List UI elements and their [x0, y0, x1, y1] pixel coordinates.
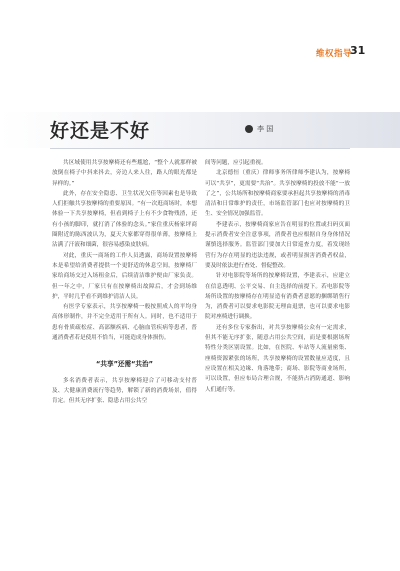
- paragraph: 还有多位专家指出，对共享按摩椅公众有一定需求，但其不能无序扩张，随意占用公共空间，而是要根据场所特性分类区别设置。比如，在医院、车站等人流量密集、座椅资源紧张的场所，共享按摩椅的设置数量应适度，且应设置在相关边缘、角落地带；商场、影院等商业场所，可以设置，但应布局合理合规，不能挤占消防通道、影响人们通行等。: [205, 324, 350, 393]
- paragraph: 对此，重庆一商场的工作人员透露，商场设置按摩椅本是希望给消费者提供一个更舒适的休息空间，按摩椅厂家给商场交过入场租金后，后续清洁维护便由厂家负责。但一年之中，厂家只有在按摩椅出故障后，才会到场维护，平时几乎看不到维护清洁人员。: [52, 252, 197, 300]
- author-name: 李 国: [257, 125, 274, 133]
- section-subheading: “共享”还需“共治”: [96, 360, 153, 369]
- page-number: 31: [350, 44, 366, 57]
- column-tag: 维权指导: [316, 49, 353, 59]
- paragraph: 北京德恒（重庆）律师事务所律师李建认为，按摩椅可以“共享”，更需要“共治”。共享按摩椅的投放不能“一放了之”，公共场所和按摩椅商家要承担起共享按摩椅的消毒清洁和日常维护的责任，市场监管部门也应对按摩椅的卫生、安全情况加强监管。: [205, 170, 350, 218]
- paragraph: 共区域使用共享按摩椅还有些尴尬，“整个人就那样被放倒在椅子中抖来抖去，旁边人来人往，路人的眼光都是异样的。”: [52, 160, 197, 187]
- paragraph: 间等问题，应引起重视。: [205, 160, 267, 166]
- title-divider: [50, 148, 350, 149]
- left-column: [52, 158, 197, 407]
- paragraph: 针对电影院等场所的按摩椅设置，李建表示，应建立在信息透明、公平交易、自主选择的前提下。若电影院等场所设置的按摩椅存在明显造有消费者意愿的捆绑销售行为，消费者可以要求电影院无理由退票，也可以要求电影院对座椅进行调换。: [205, 273, 350, 321]
- article-title: 好还是不好: [50, 120, 151, 142]
- right-column: [205, 158, 350, 395]
- author-byline: [245, 124, 273, 134]
- paragraph: 多名消费者表示，共享按摩椅迎合了可移动支付普及、大健康消费流行等趋势，解锁了新的消费场景，值得肯定。但其无序扩张、隐患占用公共空: [52, 377, 197, 405]
- paragraph: 李建表示，按摩椅商家应告在明显的位置或扫码页面提示消费者安全注意事项，消费者也应根据自身身体情况谨慎选择服务。监管部门要加大日常巡查力度，着发现经营行为存在明显的违法违规，或者明显损害消费者权益，要及时依法进行查处、督促整改。: [205, 221, 350, 269]
- paragraph: 有医学专家表示，共享按摩椅一般按照成人的平均身高体形制作，并不完全适用于所有人。同时，也不适用于患有骨质疏松症、高部额疾病、心脑血管疾病等患者，普通消费者若是使用不恰当，可能造成身体损伤。: [52, 304, 197, 342]
- paragraph: 此外，存在安全隐患、卫生状况欠佳等因素也是导致人们拒触共享按摩椅的重要原因。“有一次逛商场时，本想体验一下共享按摩椅，但看到椅子上有不少食物残渣，还有小孩的脚印，就打消了体验的念头。”家住重庆杨家坪商圈附近的陈西波认为，夏天大家都穿得很单薄，按摩椅上沾满了汗液和细菌，很容易感染皮肤病。: [52, 190, 197, 249]
- author-icon: [245, 125, 253, 133]
